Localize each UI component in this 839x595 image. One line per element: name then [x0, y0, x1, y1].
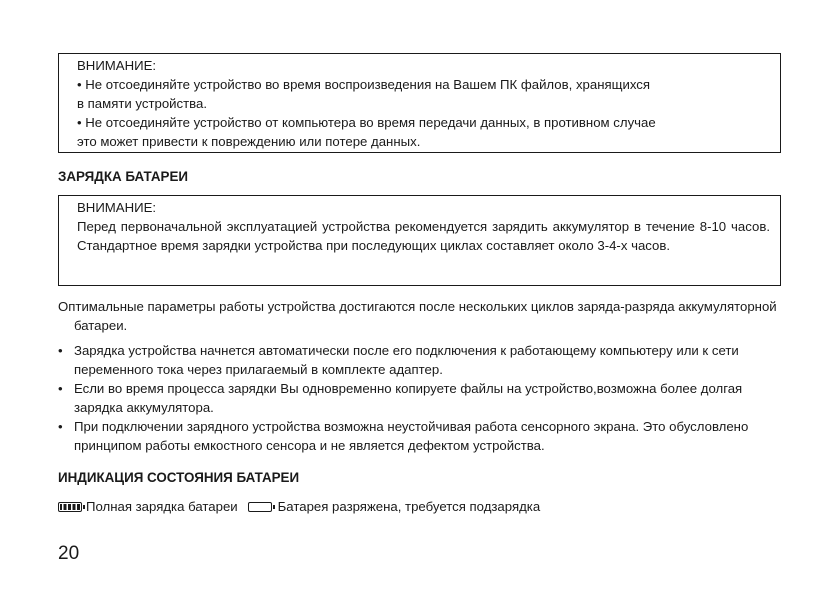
- battery-full-icon: [58, 502, 82, 512]
- list-item-text: Зарядка устройства начнется автоматически после его подключения к работающему компьютеру или к сети переменного тока через прилагаемый в комплекте адаптер.: [74, 343, 739, 377]
- optimal-parameters-paragraph: Оптимальные параметры работы устройства достигаются после нескольких циклов заряда-разряда аккумуляторной батареи.: [58, 299, 777, 333]
- warning-item-transfer-line1: • Не отсоединяйте устройство от компьютера во время передачи данных, в противном случае: [77, 115, 656, 130]
- list-item-text: При подключении зарядного устройства возможна неустойчивая работа сенсорного экрана. Это обусловлено принципом работы емкостного сенсора и не является дефектом устройства.: [74, 419, 749, 453]
- warning-box-first-charge: [58, 195, 781, 286]
- warning-item-transfer-line2: это может привести к повреждению или потере данных.: [77, 134, 421, 149]
- warning-title: ВНИМАНИЕ:: [77, 200, 157, 215]
- charging-notes-list: [58, 341, 781, 455]
- bullet-marker: •: [58, 343, 63, 358]
- list-item-text: Если во время процесса зарядки Вы одновременно копируете файлы на устройство,возможна более долгая зарядка аккумулятора.: [74, 381, 743, 415]
- battery-indication-row: [58, 497, 781, 516]
- warning-title: ВНИМАНИЕ:: [77, 58, 157, 73]
- warning-item-playback-line2: в памяти устройства.: [77, 96, 208, 111]
- list-item: [58, 379, 781, 417]
- page-number: 20: [58, 543, 80, 564]
- bullet-marker: •: [58, 381, 63, 396]
- battery-empty-label: Батарея разряжена, требуется подзарядка: [277, 499, 541, 514]
- battery-empty-icon: [248, 502, 272, 512]
- warning-item-playback-line1: • Не отсоединяйте устройство во время воспроизведения на Вашем ПК файлов, хранящихся: [77, 77, 651, 92]
- bullet-marker: •: [58, 419, 63, 434]
- warning-first-charge-text: Перед первоначальной эксплуатацией устройства рекомендуется зарядить аккумулятор в течение 8-10 часов. Стандартное время зарядки устройства при последующих циклах составляет около 3-4-х часов.: [77, 219, 770, 253]
- list-item: [58, 417, 781, 455]
- warning-box-disconnect: [58, 53, 781, 153]
- section-heading-battery-charging: ЗАРЯДКА БАТАРЕИ: [58, 169, 188, 184]
- section-heading-battery-indication: ИНДИКАЦИЯ СОСТОЯНИЯ БАТАРЕИ: [58, 470, 300, 485]
- battery-full-label: Полная зарядка батареи: [86, 499, 238, 514]
- manual-page: [58, 53, 781, 516]
- list-item: [58, 341, 781, 379]
